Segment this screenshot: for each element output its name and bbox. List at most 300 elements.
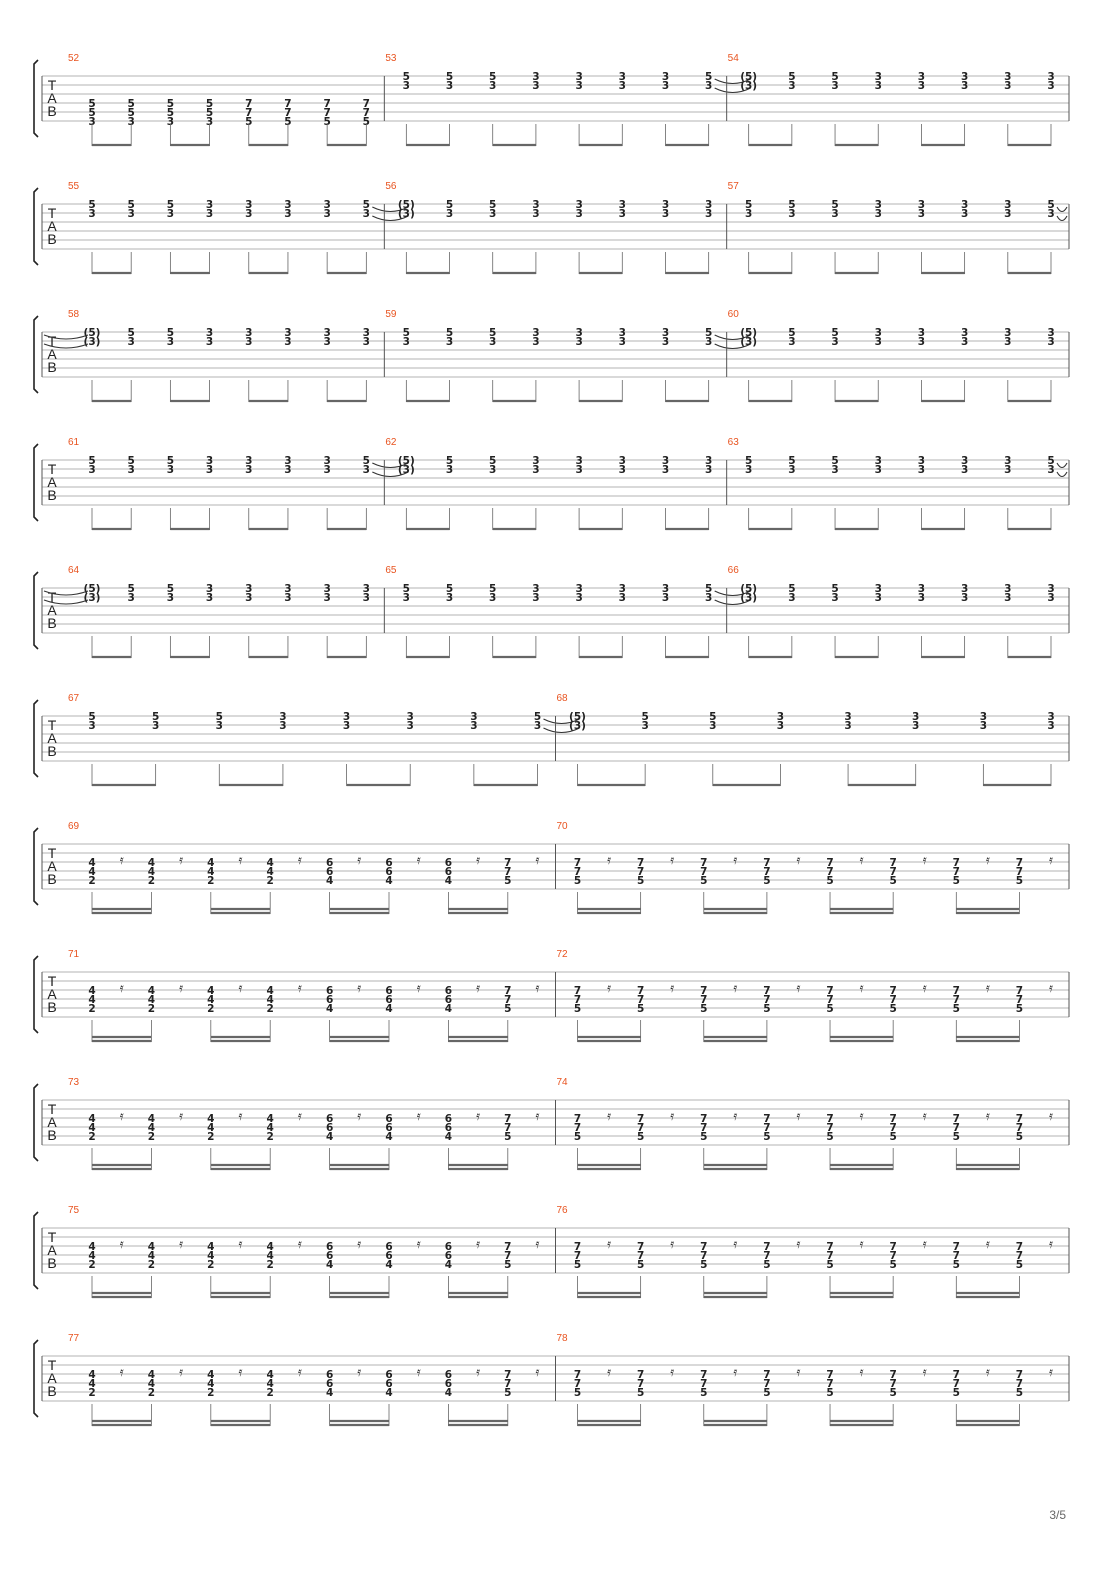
- fret-number: 7: [573, 1113, 582, 1125]
- fret-number: 5: [445, 199, 454, 211]
- tab-clef-letter: B: [47, 359, 57, 375]
- sixteenth-rest: 𝄿: [119, 1237, 124, 1252]
- tab-clef-letter: B: [47, 615, 57, 631]
- fret-number: 7: [952, 1241, 960, 1253]
- sixteenth-rest: 𝄿: [357, 1365, 362, 1380]
- fret-number: 3: [979, 711, 988, 723]
- fret-number: 5: [284, 116, 292, 128]
- fret-number: 3: [960, 208, 969, 220]
- fret-number: 3: [661, 199, 670, 211]
- fret-number: (5): [83, 583, 101, 595]
- fret-number: 7: [700, 985, 708, 997]
- fret-number: 5: [952, 875, 960, 887]
- fret-number: 7: [952, 1378, 960, 1390]
- fret-number: 2: [147, 1259, 156, 1271]
- fret-number: 4: [444, 1131, 453, 1143]
- fret-number: 5: [831, 71, 839, 83]
- fret-number: 7: [636, 994, 645, 1006]
- sixteenth-rest: 𝄿: [733, 1109, 738, 1124]
- fret-number: 6: [444, 1241, 453, 1253]
- tab-clef-letter: T: [47, 717, 57, 733]
- fret-number: 3: [532, 592, 540, 604]
- fret-number: 5: [826, 1003, 834, 1015]
- fret-number: 7: [826, 1378, 834, 1390]
- fret-number: 3: [245, 592, 253, 604]
- tab-clef-letter: A: [47, 986, 57, 1002]
- fret-number: 4: [444, 1259, 453, 1271]
- sixteenth-rest: 𝄿: [297, 981, 302, 996]
- fret-number: 3: [1004, 199, 1012, 211]
- fret-number: 4: [444, 875, 453, 887]
- fret-number: 7: [700, 1113, 708, 1125]
- fret-number: 4: [88, 994, 96, 1006]
- fret-number: 2: [147, 875, 156, 887]
- fret-number: 3: [284, 336, 292, 348]
- fret-number: 3: [362, 336, 370, 348]
- fret-number: 3: [88, 720, 96, 732]
- fret-number: 5: [445, 327, 454, 339]
- fret-number: 3: [788, 80, 796, 92]
- system-bracket: [34, 700, 38, 777]
- fret-number: 3: [279, 720, 287, 732]
- fret-number: 3: [445, 464, 454, 476]
- sixteenth-rest: 𝄿: [179, 853, 184, 868]
- fret-number: 7: [636, 1369, 645, 1381]
- fret-number: 3: [1004, 592, 1012, 604]
- fret-number: 5: [700, 1259, 708, 1271]
- fret-number: 3: [362, 583, 370, 595]
- fret-number: 7: [636, 1241, 645, 1253]
- fret-number: 5: [831, 455, 839, 467]
- tab-clef-letter: T: [47, 333, 57, 349]
- measure-number: 77: [68, 1333, 80, 1344]
- fret-number: 5: [504, 875, 512, 887]
- fret-number: 5: [362, 116, 370, 128]
- sixteenth-rest: 𝄿: [357, 981, 362, 996]
- fret-number: 7: [952, 1122, 960, 1134]
- tab-clef-letter: T: [47, 461, 57, 477]
- fret-number: 3: [705, 80, 713, 92]
- fret-number: 3: [284, 464, 292, 476]
- fret-number: 5: [88, 455, 96, 467]
- measure-number: 58: [68, 309, 80, 320]
- sixteenth-rest: 𝄿: [985, 853, 990, 868]
- fret-number: (3): [740, 592, 758, 604]
- fret-number: 7: [504, 1378, 512, 1390]
- system-bracket: [34, 188, 38, 265]
- fret-number: 7: [245, 107, 253, 119]
- fret-number: 5: [788, 455, 796, 467]
- sixteenth-rest: 𝄿: [733, 853, 738, 868]
- fret-number: 4: [266, 866, 274, 878]
- fret-number: 7: [504, 1241, 512, 1253]
- fret-number: 7: [1015, 1122, 1024, 1134]
- fret-number: 3: [245, 455, 253, 467]
- fret-number: 4: [266, 985, 274, 997]
- fret-number: 3: [618, 199, 626, 211]
- sixteenth-rest: 𝄿: [796, 981, 801, 996]
- fret-number: 3: [1004, 455, 1012, 467]
- fret-number: 7: [636, 1378, 645, 1390]
- fret-number: 7: [826, 1122, 834, 1134]
- sixteenth-rest: 𝄿: [670, 1109, 675, 1124]
- fret-number: 6: [444, 994, 453, 1006]
- fret-number: 5: [88, 107, 96, 119]
- fret-number: 6: [325, 1241, 334, 1253]
- tab-clef-letter: A: [47, 474, 57, 490]
- fret-number: 5: [788, 327, 796, 339]
- sixteenth-rest: 𝄿: [297, 1109, 302, 1124]
- fret-number: 7: [636, 857, 645, 869]
- fret-number: 3: [445, 80, 454, 92]
- fret-number: 6: [385, 994, 393, 1006]
- fret-number: 4: [385, 1259, 393, 1271]
- fret-number: (5): [569, 711, 586, 723]
- fret-number: 7: [700, 1122, 708, 1134]
- fret-number: 3: [831, 80, 839, 92]
- measure-number: 57: [727, 181, 739, 192]
- fret-number: 3: [323, 327, 331, 339]
- fret-number: 4: [88, 1378, 96, 1390]
- fret-number: 5: [705, 583, 713, 595]
- tab-clef-letter: A: [47, 1370, 57, 1386]
- fret-number: 4: [385, 875, 393, 887]
- system-bracket: [34, 444, 38, 521]
- fret-number: 5: [88, 98, 96, 110]
- fret-number: 7: [284, 107, 292, 119]
- fret-number: 3: [618, 80, 626, 92]
- fret-number: 5: [445, 455, 454, 467]
- sixteenth-rest: 𝄿: [476, 981, 481, 996]
- sixteenth-rest: 𝄿: [1049, 981, 1053, 996]
- fret-number: 2: [88, 1259, 96, 1271]
- system-bracket: [34, 956, 38, 1033]
- fret-number: 7: [763, 866, 771, 878]
- fret-number: 3: [705, 208, 713, 220]
- measure-number: 52: [68, 53, 80, 64]
- fret-number: 3: [166, 592, 175, 604]
- sixteenth-rest: 𝄿: [238, 1237, 243, 1252]
- fret-number: 3: [960, 583, 969, 595]
- fret-number: 3: [575, 336, 583, 348]
- measure-number: 56: [385, 181, 397, 192]
- fret-number: 3: [1047, 80, 1055, 92]
- fret-number: 3: [533, 720, 542, 732]
- fret-number: 3: [532, 208, 540, 220]
- fret-number: 3: [618, 327, 626, 339]
- fret-number: 3: [917, 208, 926, 220]
- fret-number: 5: [889, 1131, 897, 1143]
- fret-number: 5: [826, 1259, 834, 1271]
- fret-number: 4: [147, 1369, 156, 1381]
- fret-number: 7: [504, 1250, 512, 1262]
- fret-number: 7: [636, 1113, 645, 1125]
- fret-number: 3: [575, 583, 583, 595]
- fret-number: 2: [88, 1003, 96, 1015]
- fret-number: 4: [88, 1241, 96, 1253]
- fret-number: 7: [763, 1378, 771, 1390]
- sixteenth-rest: 𝄿: [357, 853, 362, 868]
- fret-number: 4: [325, 1259, 334, 1271]
- fret-number: 3: [960, 327, 969, 339]
- fret-number: 4: [207, 1250, 215, 1262]
- fret-number: 3: [205, 336, 214, 348]
- fret-number: 3: [575, 327, 583, 339]
- fret-number: 4: [207, 1378, 215, 1390]
- measure-number: 54: [727, 53, 739, 64]
- fret-number: 5: [402, 71, 410, 83]
- sixteenth-rest: 𝄿: [1049, 1365, 1053, 1380]
- fret-number: 4: [266, 857, 274, 869]
- fret-number: 7: [504, 857, 512, 869]
- system-bracket: [34, 828, 38, 905]
- fret-number: 4: [266, 1250, 274, 1262]
- fret-number: 3: [489, 336, 497, 348]
- fret-number: 5: [127, 107, 135, 119]
- sixteenth-rest: 𝄿: [733, 1365, 738, 1380]
- fret-number: 5: [700, 1131, 708, 1143]
- fret-number: 7: [889, 866, 897, 878]
- fret-number: 6: [444, 985, 453, 997]
- fret-number: 3: [406, 711, 414, 723]
- fret-number: 3: [874, 71, 882, 83]
- fret-number: 5: [127, 583, 135, 595]
- fret-number: 3: [470, 711, 478, 723]
- sixteenth-rest: 𝄿: [357, 1237, 362, 1252]
- fret-number: 3: [284, 455, 292, 467]
- sixteenth-rest: 𝄿: [733, 981, 738, 996]
- fret-number: 3: [205, 455, 214, 467]
- fret-number: 5: [826, 1131, 834, 1143]
- fret-number: 4: [266, 1378, 274, 1390]
- fret-number: 5: [705, 327, 713, 339]
- fret-number: 4: [88, 866, 96, 878]
- fret-number: 3: [362, 592, 370, 604]
- fret-number: 5: [788, 583, 796, 595]
- fret-number: 5: [445, 583, 454, 595]
- fret-number: 3: [205, 199, 214, 211]
- sixteenth-rest: 𝄿: [535, 1365, 540, 1380]
- fret-number: 5: [763, 1387, 771, 1399]
- fret-number: 3: [323, 208, 331, 220]
- fret-number: 3: [166, 336, 175, 348]
- fret-number: 3: [745, 208, 753, 220]
- sixteenth-rest: 𝄿: [670, 853, 675, 868]
- fret-number: 5: [826, 1387, 834, 1399]
- sixteenth-rest: 𝄿: [357, 1109, 362, 1124]
- fret-number: 3: [88, 116, 96, 128]
- fret-number: 4: [385, 1131, 393, 1143]
- fret-number: 3: [532, 327, 540, 339]
- fret-number: 7: [573, 985, 582, 997]
- fret-number: 3: [489, 208, 497, 220]
- system-bracket: [34, 1084, 38, 1161]
- fret-number: 2: [88, 1387, 96, 1399]
- fret-number: 7: [573, 1241, 582, 1253]
- fret-number: 3: [205, 327, 214, 339]
- fret-number: 7: [1015, 994, 1024, 1006]
- sixteenth-rest: 𝄿: [859, 1237, 864, 1252]
- fret-number: 4: [88, 1122, 96, 1134]
- fret-number: 4: [207, 1241, 215, 1253]
- sixteenth-rest: 𝄿: [179, 1237, 184, 1252]
- fret-number: 4: [325, 1003, 334, 1015]
- tie-arc: [1057, 207, 1067, 212]
- fret-number: 5: [573, 875, 582, 887]
- measure-number: 78: [556, 1333, 568, 1344]
- fret-number: 3: [205, 464, 214, 476]
- fret-number: 5: [489, 71, 497, 83]
- measure-number: 68: [556, 693, 568, 704]
- fret-number: 7: [504, 1122, 512, 1134]
- sixteenth-rest: 𝄿: [179, 981, 184, 996]
- fret-number: 3: [166, 116, 175, 128]
- fret-number: 5: [402, 327, 410, 339]
- fret-number: 6: [325, 866, 334, 878]
- fret-number: 4: [385, 1387, 393, 1399]
- fret-number: 3: [245, 327, 253, 339]
- fret-number: 5: [700, 1003, 708, 1015]
- fret-number: 7: [826, 1369, 834, 1381]
- fret-number: 5: [705, 71, 713, 83]
- fret-number: 5: [763, 875, 771, 887]
- fret-number: 4: [88, 1369, 96, 1381]
- sixteenth-rest: 𝄿: [607, 1109, 612, 1124]
- fret-number: 7: [889, 1250, 897, 1262]
- sixteenth-rest: 𝄿: [1049, 1237, 1053, 1252]
- fret-number: 5: [573, 1131, 582, 1143]
- fret-number: 3: [205, 208, 214, 220]
- fret-number: 7: [889, 994, 897, 1006]
- fret-number: 3: [532, 464, 540, 476]
- fret-number: 7: [952, 1113, 960, 1125]
- fret-number: 5: [1015, 1003, 1024, 1015]
- fret-number: 2: [266, 1259, 274, 1271]
- fret-number: 5: [323, 116, 331, 128]
- fret-number: 7: [700, 857, 708, 869]
- tab-clef-letter: T: [47, 845, 57, 861]
- fret-number: 6: [385, 1378, 393, 1390]
- fret-number: 7: [636, 1122, 645, 1134]
- fret-number: 6: [385, 1122, 393, 1134]
- fret-number: 3: [960, 71, 969, 83]
- fret-number: 3: [1047, 592, 1055, 604]
- fret-number: 7: [245, 98, 253, 110]
- sixteenth-rest: 𝄿: [238, 1109, 243, 1124]
- fret-number: 3: [88, 464, 96, 476]
- fret-number: 4: [385, 1003, 393, 1015]
- fret-number: 7: [889, 1378, 897, 1390]
- sixteenth-rest: 𝄿: [733, 1237, 738, 1252]
- tab-clef-letter: T: [47, 1229, 57, 1245]
- fret-number: 4: [147, 866, 156, 878]
- measure-number: 55: [68, 181, 80, 192]
- fret-number: 3: [874, 464, 882, 476]
- fret-number: 5: [573, 1003, 582, 1015]
- measure-number: 61: [68, 437, 80, 448]
- tab-clef-letter: A: [47, 346, 57, 362]
- fret-number: 5: [636, 1259, 645, 1271]
- fret-number: (5): [397, 455, 415, 467]
- fret-number: 6: [385, 866, 393, 878]
- sixteenth-rest: 𝄿: [119, 853, 124, 868]
- fret-number: 7: [504, 1369, 512, 1381]
- fret-number: 3: [874, 208, 882, 220]
- fret-number: 5: [709, 711, 717, 723]
- fret-number: 3: [532, 71, 540, 83]
- fret-number: 6: [325, 1369, 334, 1381]
- fret-number: 3: [705, 592, 713, 604]
- fret-number: 7: [504, 994, 512, 1006]
- fret-number: 2: [147, 1131, 156, 1143]
- sixteenth-rest: 𝄿: [607, 1237, 612, 1252]
- fret-number: 5: [636, 875, 645, 887]
- fret-number: 3: [127, 116, 135, 128]
- fret-number: 3: [575, 71, 583, 83]
- sixteenth-rest: 𝄿: [985, 1109, 990, 1124]
- fret-number: (5): [740, 583, 758, 595]
- fret-number: (5): [740, 327, 758, 339]
- fret-number: 4: [147, 1113, 156, 1125]
- sixteenth-rest: 𝄿: [670, 1237, 675, 1252]
- fret-number: 3: [788, 208, 796, 220]
- sixteenth-rest: 𝄿: [922, 981, 927, 996]
- fret-number: 4: [266, 1241, 274, 1253]
- sixteenth-rest: 𝄿: [297, 1365, 302, 1380]
- fret-number: 3: [844, 720, 852, 732]
- fret-number: 3: [618, 71, 626, 83]
- sixteenth-rest: 𝄿: [119, 1109, 124, 1124]
- fret-number: 6: [385, 1113, 393, 1125]
- sixteenth-rest: 𝄿: [922, 1237, 927, 1252]
- fret-number: 4: [207, 857, 215, 869]
- fret-number: 3: [874, 455, 882, 467]
- fret-number: 3: [532, 583, 540, 595]
- fret-number: 5: [831, 199, 839, 211]
- tab-clef-letter: T: [47, 1357, 57, 1373]
- fret-number: 3: [323, 583, 331, 595]
- sixteenth-rest: 𝄿: [1049, 853, 1053, 868]
- fret-number: 5: [636, 1387, 645, 1399]
- fret-number: 7: [700, 866, 708, 878]
- fret-number: 3: [151, 720, 160, 732]
- fret-number: 5: [166, 199, 175, 211]
- fret-number: 5: [745, 199, 753, 211]
- fret-number: 7: [1015, 1369, 1024, 1381]
- fret-number: 3: [705, 464, 713, 476]
- fret-number: 6: [385, 985, 393, 997]
- sixteenth-rest: 𝄿: [796, 1109, 801, 1124]
- fret-number: 7: [362, 98, 370, 110]
- fret-number: 4: [147, 1122, 156, 1134]
- fret-number: 5: [166, 327, 175, 339]
- sixteenth-rest: 𝄿: [476, 1109, 481, 1124]
- fret-number: 7: [700, 1369, 708, 1381]
- fret-number: 6: [325, 1113, 334, 1125]
- fret-number: (3): [569, 720, 586, 732]
- fret-number: 3: [342, 720, 351, 732]
- measure-number: 66: [727, 565, 739, 576]
- fret-number: 7: [889, 857, 897, 869]
- fret-number: 3: [1004, 208, 1012, 220]
- fret-number: 5: [402, 583, 410, 595]
- fret-number: 3: [127, 336, 135, 348]
- fret-number: 3: [917, 336, 926, 348]
- fret-number: 6: [385, 1250, 393, 1262]
- fret-number: 3: [1047, 583, 1055, 595]
- fret-number: 7: [763, 857, 771, 869]
- fret-number: 4: [266, 1369, 274, 1381]
